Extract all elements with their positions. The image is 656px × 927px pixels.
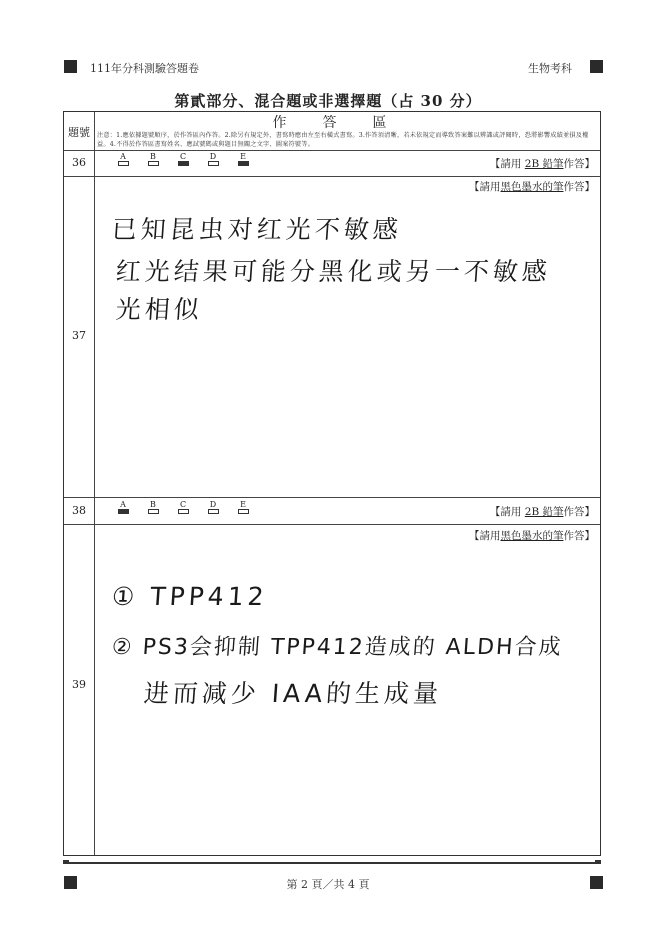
option-d[interactable]: D xyxy=(206,152,220,166)
question-number: 39 xyxy=(72,678,86,691)
exam-title: 111年分科測驗答題卷 xyxy=(90,62,199,75)
option-a[interactable]: A xyxy=(116,500,130,514)
option-e[interactable]: E xyxy=(236,152,250,166)
registration-mark xyxy=(590,60,603,73)
option-b[interactable]: B xyxy=(146,152,160,166)
pencil-instruction: 【請用 2B 鉛筆作答】 xyxy=(489,506,595,518)
option-a[interactable]: A xyxy=(116,152,130,166)
option-e[interactable]: E xyxy=(236,500,250,514)
subject-label: 生物考科 xyxy=(528,62,572,75)
option-b[interactable]: B xyxy=(146,500,160,514)
handwritten-answer-line: 进而减少 IAA的生成量 xyxy=(142,679,444,708)
page-number: 第 2 頁／共 4 頁 xyxy=(286,878,370,891)
ink-instruction: 【請用黑色墨水的筆作答】 xyxy=(469,181,595,193)
footer-dash xyxy=(595,860,601,862)
registration-mark xyxy=(590,876,603,889)
option-c[interactable]: C xyxy=(176,500,190,514)
row-divider xyxy=(64,176,600,177)
handwritten-answer-line: 光相似 xyxy=(114,295,204,324)
handwritten-answer-line: 已知昆虫对红光不敏感 xyxy=(110,215,403,244)
handwritten-answer-line: 红光结果可能分黑化或另一不敏感 xyxy=(114,257,552,286)
question-number-header: 題號 xyxy=(68,126,90,139)
option-d[interactable]: D xyxy=(206,500,220,514)
question-number: 36 xyxy=(72,156,86,169)
row-divider xyxy=(64,150,600,151)
option-c[interactable]: C xyxy=(176,152,190,166)
handwritten-answer-line: ② PS3会抑制 TPP412造成的 ALDH合成 xyxy=(110,635,564,660)
row-divider xyxy=(64,524,600,525)
handwritten-answer-line: ① TPP412 xyxy=(110,582,269,611)
column-divider xyxy=(94,112,95,855)
pencil-instruction: 【請用 2B 鉛筆作答】 xyxy=(489,158,595,170)
notice-text: 注意：1.應依據題號順序，於作答區內作答。2.除另有規定外，書寫時應由左至右橫式書寫。3.作答須清晰，若未依規定而導致答案難以辨識或評閱時，恐將影響成績並損及權益。4.不得於作答區書寫姓名、應試號碼或與題目無關之文字、圖案符號等。 xyxy=(97,132,589,148)
footer-rule xyxy=(63,862,601,864)
answer-table xyxy=(63,111,601,856)
ink-instruction: 【請用黑色墨水的筆作答】 xyxy=(469,530,595,542)
question-number: 37 xyxy=(72,329,86,342)
answer-area-header: 作答區 xyxy=(272,115,423,131)
section-title: 第貳部分、混合題或非選擇題（占 30 分） xyxy=(174,92,482,110)
row-divider xyxy=(64,497,600,498)
question-number: 38 xyxy=(72,504,86,517)
registration-mark xyxy=(64,60,77,73)
